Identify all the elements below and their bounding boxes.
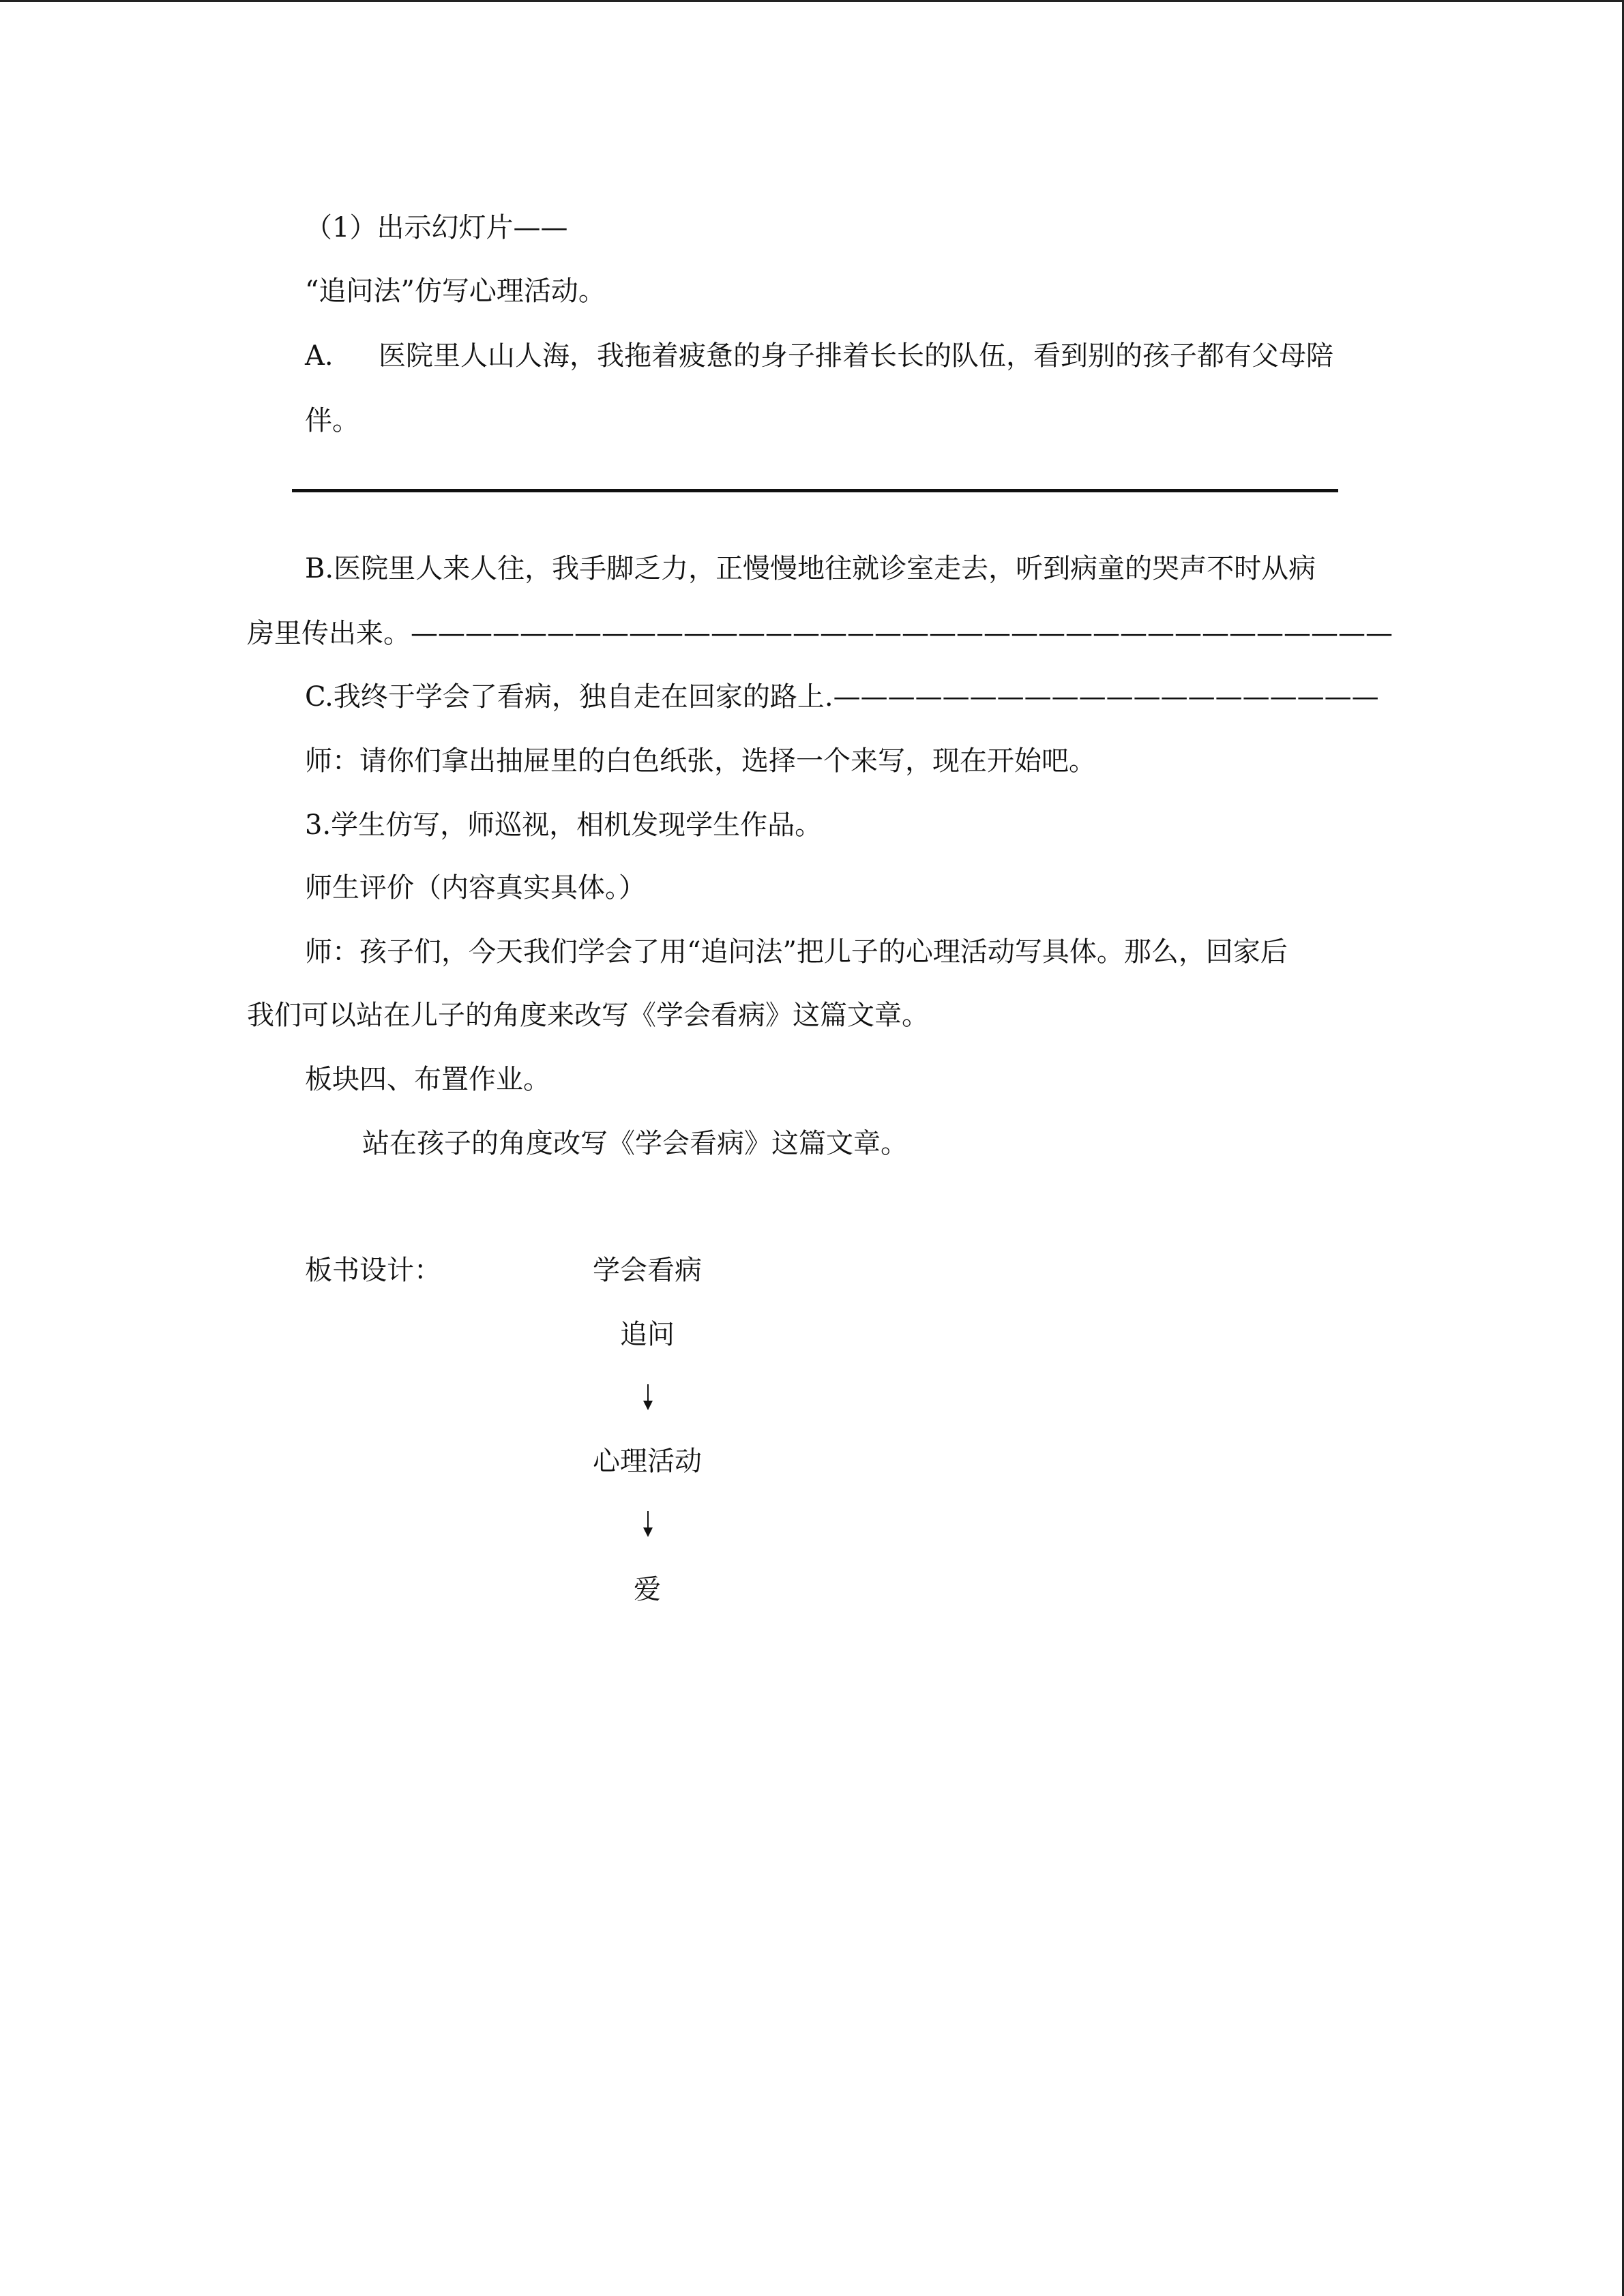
slide-heading: （1）出示幻灯片—— <box>305 212 568 243</box>
option-a-continuation: 伴。 <box>305 405 359 436</box>
teacher-summary: 师：孩子们，今天我们学会了用“追问法”把儿子的心理活动写具体。那么，回家后 <box>305 936 1288 968</box>
homework-text: 站在孩子的角度改写《学会看病》这篇文章。 <box>362 1128 908 1159</box>
student-activity: 3.学生仿写，师巡视，相机发现学生作品。 <box>305 809 823 841</box>
method-heading: “追问法”仿写心理活动。 <box>305 275 606 307</box>
option-c: C.我终于学会了看病，独自走在回家的路上.———————————————————— <box>305 681 1379 713</box>
board-title: 学会看病 <box>593 1255 702 1286</box>
teacher-summary-continuation: 我们可以站在儿子的角度来改写《学会看病》这篇文章。 <box>247 1000 929 1031</box>
page-border-top <box>0 0 1624 2</box>
evaluation: 师生评价（内容真实具体。） <box>305 872 646 904</box>
option-b-continuation: 房里传出来。———————————————————————————————————— <box>247 618 1393 649</box>
option-b: B.医院里人来人往，我手脚乏力，正慢慢地往就诊室走去，听到病童的哭声不时从病 <box>305 553 1316 584</box>
teacher-instruction: 师：请你们拿出抽屉里的白色纸张，选择一个来写，现在开始吧。 <box>305 745 1096 777</box>
board-step-love: 爱 <box>634 1574 661 1605</box>
board-step-question: 追问 <box>620 1319 675 1350</box>
down-arrow-icon <box>647 1511 649 1536</box>
section-four-heading: 板块四、布置作业。 <box>305 1064 550 1095</box>
option-a-text: 医院里人山人海，我拖着疲惫的身子排着长长的队伍，看到别的孩子都有父母陪 <box>379 340 1333 372</box>
option-a-label: A. <box>305 340 334 372</box>
option-a <box>305 338 1333 374</box>
down-arrow-icon <box>647 1384 649 1409</box>
board-design-label: 板书设计： <box>305 1255 441 1286</box>
board-step-psychology: 心理活动 <box>593 1446 702 1477</box>
answer-blank-line <box>292 489 1338 492</box>
